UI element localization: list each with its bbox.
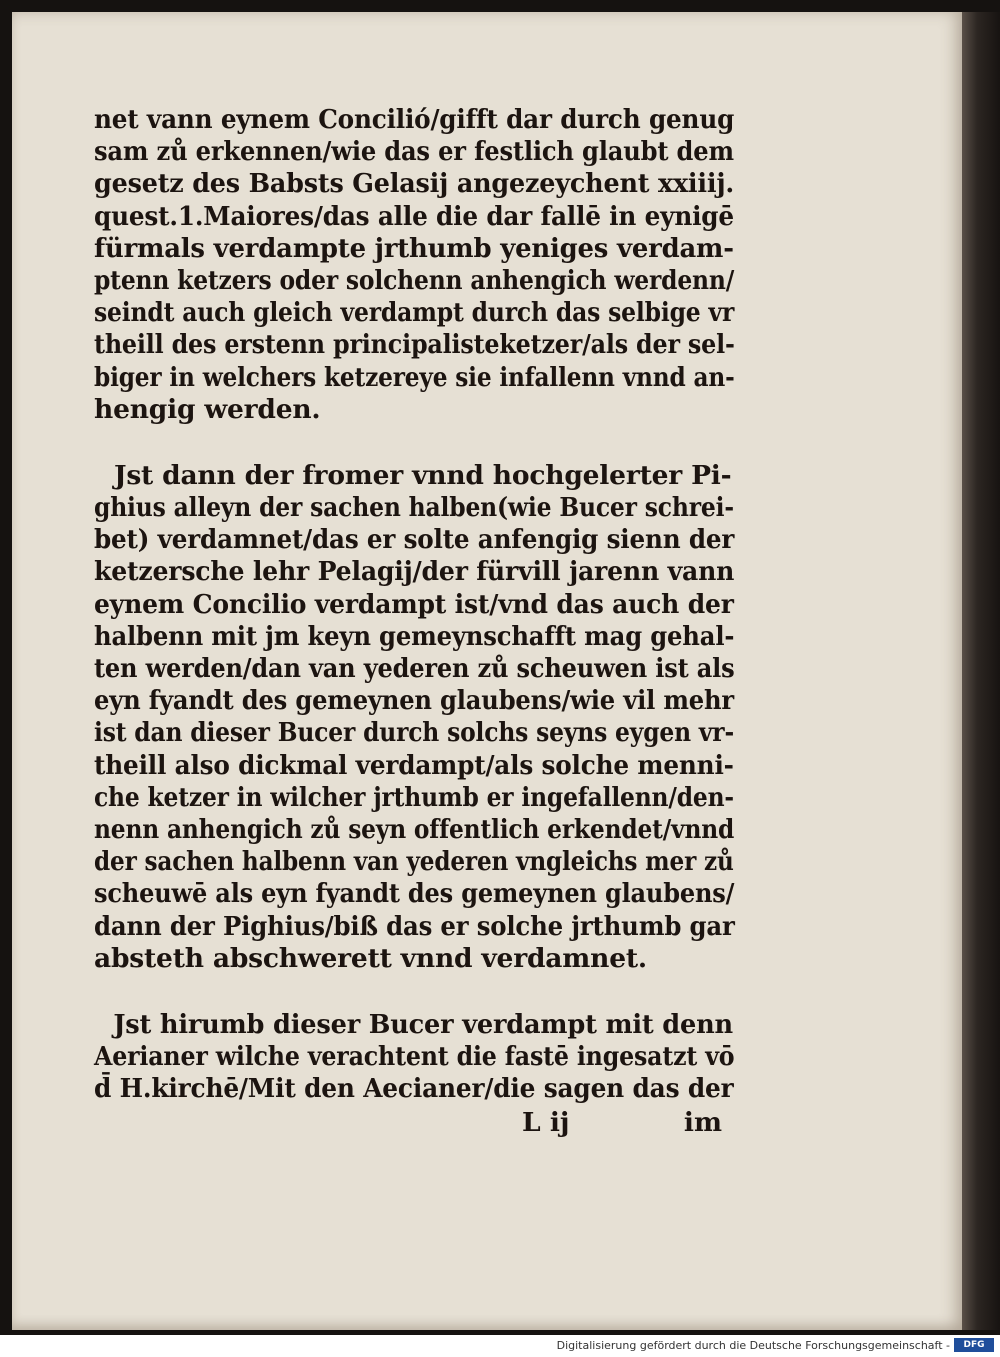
text-line: ten werden/dan van yederen zů scheuwen ist als [94, 653, 735, 684]
text-line: net vann eynem Concilió/gifft dar durch genug [94, 104, 735, 135]
footer-bar [0, 1335, 1000, 1357]
dfg-logo: DFG [954, 1338, 994, 1352]
paragraph-gap [94, 426, 734, 460]
text-line: absteth abschwerett vnnd verdamnet. [94, 942, 647, 974]
text-line: ptenn ketzers oder solchenn anhengich werdenn/ [94, 264, 735, 296]
text-line: der sachen halbenn van yederen vngleichs mer zů [94, 846, 734, 878]
text-line: bet) verdamnet/das er solte anfengig sienn der [94, 524, 735, 556]
text-line: halbenn mit jm keyn gemeynschafft mag gehal- [94, 620, 735, 652]
book-page [12, 12, 962, 1330]
text-line: biger in welchers ketzereye sie infallenn vnnd an- [94, 361, 735, 393]
text-line: theill also dickmal verdampt/als solche menni- [94, 749, 734, 781]
paragraph-gap [94, 975, 734, 1009]
text-line: ketzersche lehr Pelagij/der fürvill jarenn vann [94, 556, 735, 588]
text-line: scheuwē als eyn fyandt des gemeynen glaubens/ [94, 878, 735, 910]
funding-credit: Digitalisierung gefördert durch die Deutsche Forschungsgemeinschaft - [556, 1339, 950, 1352]
page-text [94, 104, 734, 1105]
text-line: gesetz des Babsts Gelasij angezeychent xxiiij. [94, 168, 735, 200]
text-line: eyn fyandt des gemeynen glaubens/wie vil mehr [94, 685, 734, 717]
text-line: eynem Concilio verdampt ist/vnd das auch der [94, 588, 734, 620]
text-line: hengig werden. [94, 393, 321, 425]
text-line: nenn anhengich zů seyn offentlich erkendet/vnnd [94, 813, 735, 845]
signature-mark: L ij [522, 1107, 570, 1138]
text-line: sam zů erkennen/wie das er festlich glaubt dem [94, 136, 734, 168]
text-line: quest.1.Maiores/das alle die dar fallē in eynigē [94, 200, 734, 232]
text-line: dann der Pighius/biß das er solche jrthumb gar [94, 910, 735, 942]
catchword: im [683, 1107, 722, 1138]
page-footer-marks [522, 1107, 722, 1143]
text-line: che ketzer in wilcher jrthumb er ingefallenn/den- [94, 781, 734, 813]
text-line: seindt auch gleich verdampt durch das selbige vr [94, 297, 735, 329]
text-line: ist dan dieser Bucer durch solchs seyns eygen vr- [94, 717, 735, 749]
text-line: Aerianer wilche verachtent die fastē ingesatzt vō [94, 1041, 735, 1073]
text-line: theill des erstenn principalisteketzer/als der sel- [94, 329, 735, 361]
book-fore-edge [962, 12, 1000, 1330]
text-line: Jst dann der fromer vnnd hochgelerter Pi- [114, 459, 732, 491]
text-line: fürmals verdampte jrthumb yeniges verdam- [94, 232, 734, 264]
text-line: d̄ H.kirchē/Mit den Aecianer/die sagen das der [94, 1073, 734, 1105]
text-line: Jst hirumb dieser Bucer verdampt mit denn [113, 1008, 734, 1040]
text-line: ghius alleyn der sachen halben(wie Bucer schrei- [94, 492, 734, 524]
